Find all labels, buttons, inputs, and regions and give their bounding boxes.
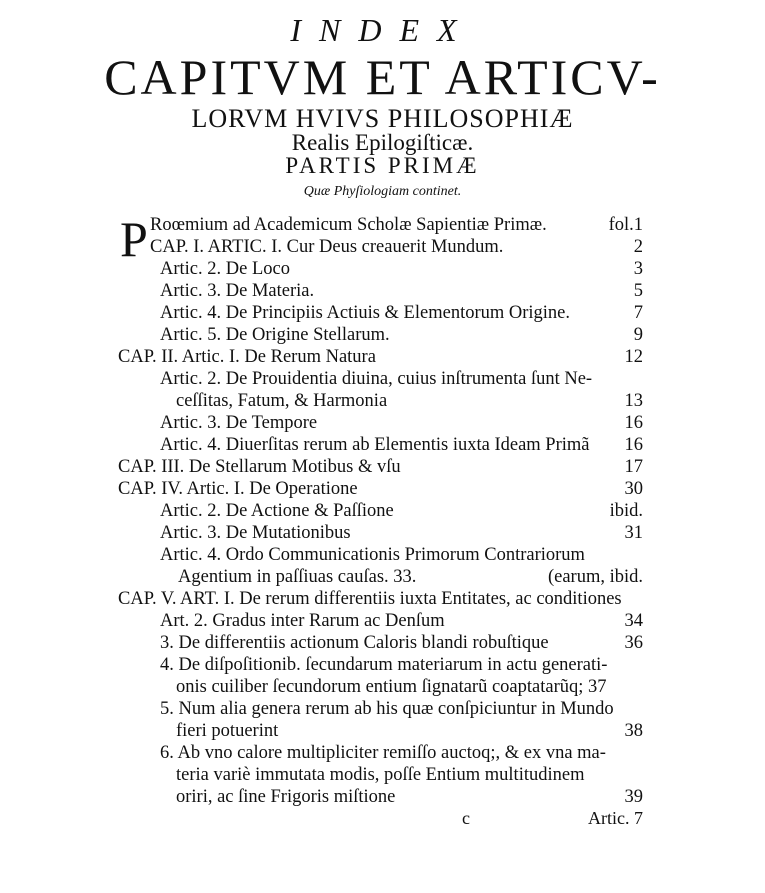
- entry-text: Art. 2. Gradus inter Rarum ac Denſum: [160, 611, 445, 631]
- entry-text: Artic. 5. De Origine Stellarum.: [160, 325, 390, 345]
- title-line-5: Quæ Phyſiologiam continet.: [303, 184, 462, 199]
- entry-text: Artic. 4. De Principiis Actiuis & Elementorum Origine.: [160, 303, 571, 323]
- entry-folio: 39: [624, 787, 643, 807]
- entry-text: 5. Num alia genera rerum ab his quæ conſpiciuntur in Mundo: [160, 699, 614, 719]
- entry-text: Agentium in paſſiuas cauſas. 33.: [178, 567, 417, 587]
- entry-text: ceſſitas, Fatum, & Harmonia: [176, 391, 388, 411]
- entry-text: Artic. 2. De Actione & Paſſione: [160, 501, 394, 521]
- entry-folio: 12: [624, 347, 643, 367]
- entry-text: oriri, ac ſine Frigoris miſtione: [176, 787, 396, 807]
- entry-folio: (earum, ibid.: [547, 567, 643, 587]
- entry-text: 3. De differentiis actionum Caloris blandi robuſtique: [160, 633, 549, 653]
- entry-text: Artic. 2. De Prouidentia diuina, cuius inſtrumenta ſunt Ne-: [160, 369, 593, 389]
- entry-folio: 9: [633, 325, 643, 345]
- catchword: Artic. 7: [588, 808, 643, 828]
- entry-text: Artic. 4. Diuerſitas rerum ab Elementis iuxta Ideam Primã: [160, 435, 590, 455]
- title-line-2: LORVM HVIVS PHILOSOPHIÆ: [191, 104, 574, 133]
- entry-folio: 16: [624, 435, 643, 455]
- entry-text: CAP. II. Artic. I. De Rerum Natura: [118, 347, 376, 367]
- index-heading: INDEX: [290, 12, 475, 48]
- entry-text: fieri potuerint: [176, 721, 279, 741]
- entry-folio: 30: [624, 479, 643, 499]
- entry-folio: 31: [624, 523, 643, 543]
- signature-mark: c: [462, 808, 470, 828]
- drop-capital: P: [120, 211, 148, 267]
- entry-text: Artic. 2. De Loco: [160, 259, 290, 279]
- title-line-4: PARTIS PRIMÆ: [285, 153, 480, 178]
- entry-folio: ibid.: [609, 501, 643, 521]
- entry-folio: 16: [624, 413, 643, 433]
- entry-text: 4. De diſpoſitionib. ſecundarum materiarum in actu generati-: [160, 655, 608, 675]
- entry-folio: 5: [633, 281, 643, 301]
- entry-text: CAP. IV. Artic. I. De Operatione: [118, 479, 358, 499]
- entry-folio: 17: [624, 457, 643, 477]
- entry-text: Roœmium ad Academicum Scholæ Sapientiæ Primæ.: [150, 215, 547, 235]
- entry-text: CAP. III. De Stellarum Motibus & vſu: [118, 457, 401, 477]
- entry-text: Artic. 4. Ordo Communicationis Primorum Contrariorum: [160, 545, 585, 565]
- entry-folio: 36: [624, 633, 643, 653]
- entry-text: 6. Ab vno calore multipliciter remiſſo auctoq;, & ex vna ma-: [160, 743, 606, 763]
- entry-folio: 38: [624, 721, 643, 741]
- title-line-1: CAPITVM ET ARTICV-: [104, 49, 661, 105]
- entry-text: Artic. 3. De Tempore: [160, 413, 318, 433]
- entry-text: Artic. 3. De Materia.: [160, 281, 315, 301]
- entry-folio: 13: [624, 391, 643, 411]
- entry-folio: 2: [633, 237, 643, 257]
- title-line-3: Realis Epilogiſticæ.: [291, 130, 474, 155]
- entry-folio: 7: [633, 303, 643, 323]
- entry-text: CAP. V. ART. I. De rerum differentiis iuxta Entitates, ac conditiones: [118, 589, 622, 609]
- entry-text: teria variè immutata modis, poſſe Entium multitudinem: [176, 765, 585, 785]
- entry-folio: fol.1: [608, 215, 643, 235]
- entry-folio: 3: [633, 259, 643, 279]
- entry-text: CAP. I. ARTIC. I. Cur Deus creauerit Mundum.: [150, 237, 504, 257]
- entry-folio: 34: [624, 611, 643, 631]
- entry-text: Artic. 3. De Mutationibus: [160, 523, 351, 543]
- entry-text: onis cuiliber ſecundorum entium ſignatarũ coaptatarũq; 37: [176, 677, 607, 697]
